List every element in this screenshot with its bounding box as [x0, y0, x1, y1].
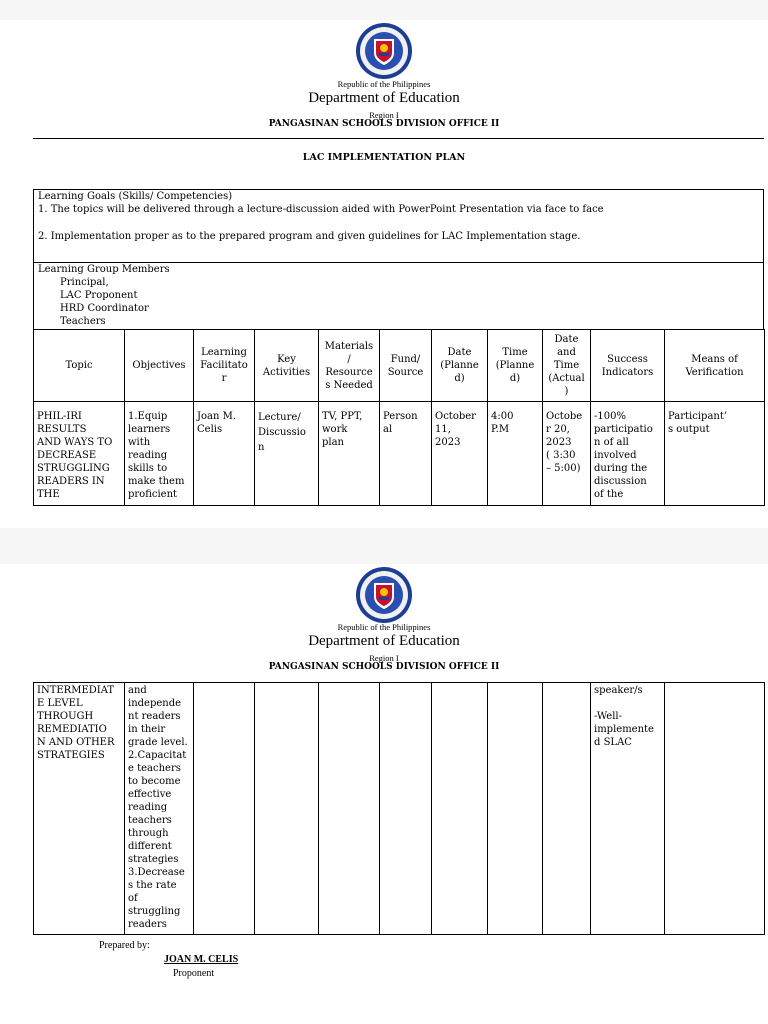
cell-key-activities — [255, 683, 319, 935]
cell-key-activities: Lecture/ Discussio n — [255, 402, 319, 506]
table-header-row — [34, 330, 765, 402]
deped-seal-icon — [355, 22, 413, 80]
group-members-heading: Learning Group Members — [38, 264, 170, 275]
header-materials: Materials / Resource s Needed — [319, 330, 380, 402]
republic-line: Republic of the Philippines — [337, 622, 431, 632]
cell-fund-source — [380, 683, 432, 935]
lac-plan-table — [33, 329, 765, 506]
learning-goal-2: 2. Implementation proper as to the prepared program and given guidelines for LAC Implementation stage. — [38, 231, 581, 242]
header-rule — [33, 138, 764, 139]
cell-materials — [319, 683, 380, 935]
member-item: Teachers — [60, 316, 106, 327]
learning-goals-box — [33, 189, 764, 263]
division-line: PANGASINAN SCHOOLS DIVISION OFFICE II — [268, 119, 500, 129]
cell-time-planned: 4:00 P.M — [488, 402, 543, 506]
cell-materials: TV, PPT, work plan — [319, 402, 380, 506]
header-fund-source: Fund/ Source — [380, 330, 432, 402]
header-success-indicators: Success Indicators — [591, 330, 665, 402]
cell-date-planned: October 11, 2023 — [432, 402, 488, 506]
cell-date-planned — [432, 683, 488, 935]
signatory-role: Proponent — [173, 968, 215, 979]
department-title: Department of Education — [308, 90, 460, 106]
deped-seal-icon — [355, 566, 413, 624]
table-row — [34, 402, 765, 506]
plan-title: LAC IMPLEMENTATION PLAN — [302, 152, 466, 163]
cell-date-time-actual: Octobe r 20, 2023 ( 3:30 – 5:00) — [543, 402, 591, 506]
header-topic: Topic — [34, 330, 125, 402]
table-row — [34, 683, 765, 935]
header-means-of-verification: Means of Verification — [665, 330, 765, 402]
header-facilitator: Learning Facilitato r — [194, 330, 255, 402]
page-gap-band — [0, 528, 768, 564]
signatory-name: JOAN M. CELIS — [164, 954, 239, 965]
member-item: HRD Coordinator — [60, 303, 149, 314]
prepared-by-label: Prepared by: — [99, 940, 150, 951]
learning-goals-heading: Learning Goals (Skills/ Competencies) — [38, 191, 233, 202]
republic-line: Republic of the Philippines — [337, 79, 431, 89]
cell-date-time-actual — [543, 683, 591, 935]
member-item: LAC Proponent — [60, 290, 138, 301]
cell-success-indicators: -100% participatio n of all involved during the discussion of the — [591, 402, 665, 506]
learning-goal-1: 1. The topics will be delivered through a lecture-discussion aided with PowerPoint Presentation via face to face — [38, 204, 604, 215]
lac-plan-table-continued — [33, 682, 765, 935]
region-line: Region I — [369, 653, 399, 663]
division-line: PANGASINAN SCHOOLS DIVISION OFFICE II — [268, 662, 500, 672]
header-date-time-actual: Date and Time (Actual ) — [543, 330, 591, 402]
department-title: Department of Education — [308, 633, 460, 649]
cell-topic: INTERMEDIAT E LEVEL THROUGH REMEDIATIO N AND OTHER STRATEGIES — [34, 683, 125, 935]
cell-facilitator: Joan M. Celis — [194, 402, 255, 506]
group-members-box — [33, 262, 764, 330]
cell-objectives: and independe nt readers in their grade level. 2.Capacitat e teachers to become effective reading teachers through different strategies 3.Decrease s the rate of struggling readers — [125, 683, 194, 935]
region-line: Region I — [369, 110, 399, 120]
cell-objectives: 1.Equip learners with reading skills to make them proficient — [125, 402, 194, 506]
cell-facilitator — [194, 683, 255, 935]
header-key-activities: Key Activities — [255, 330, 319, 402]
header-time-planned: Time (Planne d) — [488, 330, 543, 402]
member-item: Principal, — [60, 277, 109, 288]
header-objectives: Objectives — [125, 330, 194, 402]
cell-time-planned — [488, 683, 543, 935]
cell-means-of-verification: Participant’ s output — [665, 402, 765, 506]
page-gap-band — [0, 0, 768, 20]
cell-topic: PHIL-IRI RESULTS AND WAYS TO DECREASE STRUGGLING READERS IN THE — [34, 402, 125, 506]
cell-success-indicators: speaker/s -Well- implemente d SLAC — [591, 683, 665, 935]
cell-fund-source: Person al — [380, 402, 432, 506]
cell-means-of-verification — [665, 683, 765, 935]
header-date-planned: Date (Planne d) — [432, 330, 488, 402]
